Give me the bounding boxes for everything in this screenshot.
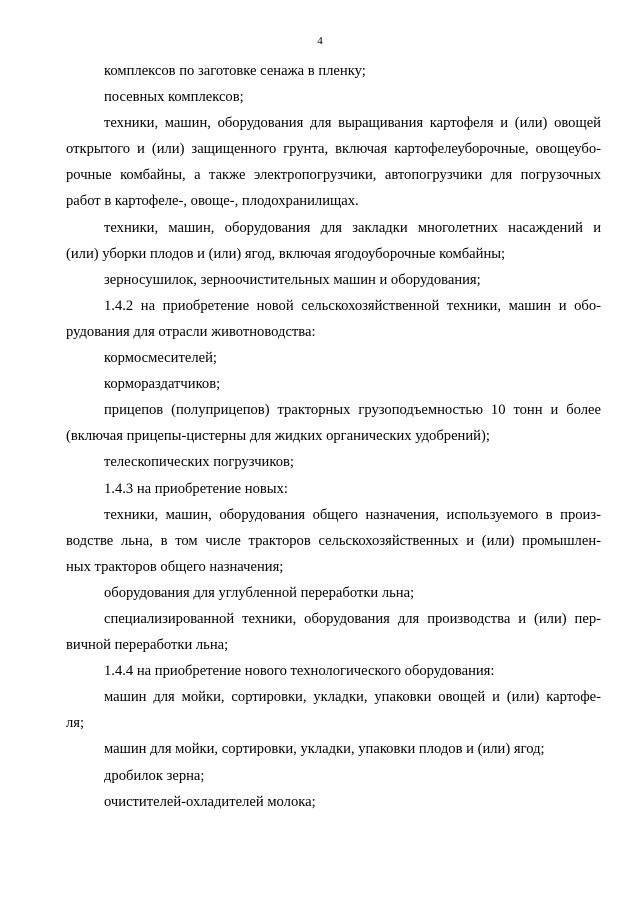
text-line: машин для мойки, сортировки, укладки, упаковки плодов и (или) ягод; <box>104 741 545 758</box>
text-line: вичной переработки льна; <box>66 637 229 654</box>
text-line: ля; <box>66 715 85 732</box>
text-line: прицепов (полуприцепов) тракторных грузоподъемностью 10 тонн и более <box>104 402 601 419</box>
text-line: оборудования для углубленной переработки льна; <box>104 584 415 601</box>
document-body <box>66 58 601 815</box>
text-line: (включая прицепы-цистерны для жидких органических удобрений); <box>66 428 490 445</box>
text-line: 1.4.4 на приобретение нового технологического оборудования: <box>104 663 495 680</box>
text-line: ных тракторов общего назначения; <box>66 558 284 575</box>
text-line: дробилок зерна; <box>104 767 205 784</box>
text-line: машин для мойки, сортировки, укладки, упаковки овощей и (или) картофе- <box>104 689 601 706</box>
text-line: телескопических погрузчиков; <box>104 454 294 471</box>
text-line: водстве льна, в том числе тракторов сельскохозяйственных и (или) промышлен- <box>66 532 601 549</box>
text-line: посевных комплексов; <box>104 89 244 106</box>
text-line: (или) уборки плодов и (или) ягод, включая ягодоуборочные комбайны; <box>66 245 506 262</box>
text-line: работ в картофеле-, овоще-, плодохранилищах. <box>66 193 359 210</box>
text-line: кормосмесителей; <box>104 350 217 367</box>
text-line: открытого и (или) защищенного грунта, включая картофелеуборочные, овощеубо- <box>66 141 601 158</box>
text-line: кормораздатчиков; <box>104 376 221 393</box>
text-line: рудования для отрасли животноводства: <box>66 323 316 340</box>
text-line: комплексов по заготовке сенажа в пленку; <box>104 63 366 79</box>
text-line: 1.4.3 на приобретение новых: <box>104 480 288 497</box>
text-line: техники, машин, оборудования для закладки многолетних насаждений и <box>104 219 601 236</box>
text-line: техники, машин, оборудования для выращивания картофеля и (или) овощей <box>104 115 601 132</box>
page-number: 4 <box>317 35 323 47</box>
text-line: техники, машин, оборудования общего назначения, используемого в произ- <box>104 506 601 523</box>
text-line: очистителей-охладителей молока; <box>104 793 316 810</box>
text-line: зерносушилок, зерноочистительных машин и оборудования; <box>104 271 481 288</box>
text-line: 1.4.2 на приобретение новой сельскохозяйственной техники, машин и обо- <box>104 297 601 314</box>
text-line: специализированной техники, оборудования для производства и (или) пер- <box>104 610 601 627</box>
text-line: рочные комбайны, а также электропогрузчики, автопогрузчики для погрузочных <box>66 167 601 184</box>
